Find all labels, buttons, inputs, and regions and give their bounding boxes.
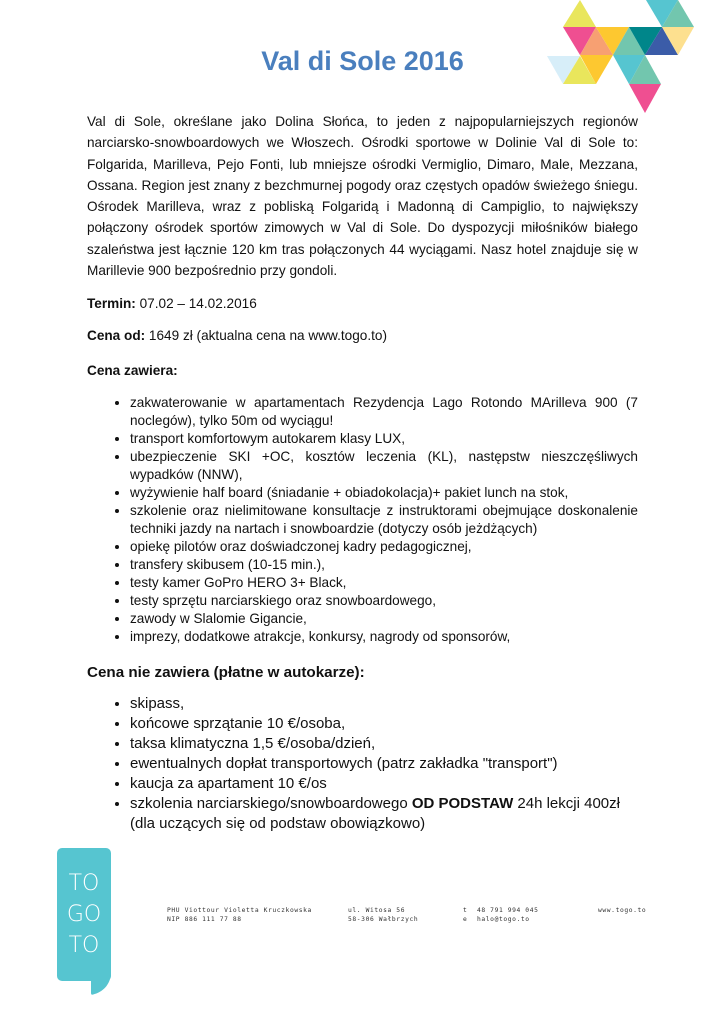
list-item: • testy sprzętu narciarskiego oraz snowboardowego, [130, 592, 638, 610]
list-item: • zakwaterowanie w apartamentach Rezydencja Lago Rotondo MArilleva 900 (7 noclegów), tylko 50m od wyciągu! [130, 394, 638, 430]
term-value: 07.02 – 14.02.2016 [135, 296, 257, 312]
list-item: • szkolenie oraz nielimitowane konsultacje z instruktorami obejmujące doskonalenie techniki jazdy na nartach i snowboardzie (dotyczy osób jeżdżących) [130, 502, 638, 538]
intro-paragraph: Val di Sole, określane jako Dolina Słońca, to jeden z najpopularniejszych regionów narciarsko-snowboardowych we Włoszech. Ośrodki sportowe w Dolinie Val di Sole to: Folgarida, Marilleva, Pejo Fonti, lub mniejsze ośrodki Vermiglio, Dimaro, Male, Mezzana, Ossana. Region jest znany z bezchmurnej pogody oraz częstych opadów świeżego śniegu. Ośrodek Marilleva, wraz z pobliską Folgaridą i Madonną di Campiglio, to największy połączony ośrodek sportów zimowych w Val di Sole. Do dyspozycji miłośników białego szaleństwa jest łącznie 120 km tras połączonych 44 wyciągami. Nasz hotel znajduje się w Marillevie 900 bezpośrednio przy gondoli. [87, 114, 638, 279]
includes-heading: Cena zawiera: [87, 363, 178, 379]
list-item: • końcowe sprzątanie 10 €/osoba, [130, 714, 638, 734]
excludes-list [87, 694, 638, 834]
includes-list [87, 394, 638, 646]
footer-address [348, 906, 418, 924]
footer-website [598, 906, 646, 915]
togo-logo-tail [91, 975, 111, 995]
list-item: • testy kamer GoPro HERO 3+ Black, [130, 574, 638, 592]
excludes-heading: Cena nie zawiera (płatne w autokarze): [87, 664, 365, 682]
list-item: • opiekę pilotów oraz doświadczonej kadry pedagogicznej, [130, 538, 638, 556]
website-link[interactable]: www.togo.to [598, 907, 647, 914]
city: 58-306 Wałbrzych [348, 916, 419, 923]
phone-label: t [463, 907, 468, 914]
list-item: • zawody w Slalomie Gigancie, [130, 610, 638, 628]
list-item: • skipass, [130, 694, 638, 714]
list-item: • ewentualnych dopłat transportowych (patrz zakładka "transport") [130, 754, 638, 774]
term-label: Termin: [87, 296, 136, 312]
list-item: • transport komfortowym autokarem klasy LUX, [130, 430, 638, 448]
list-item: • ubezpieczenie SKI +OC, kosztów leczenia (KL), następstw nieszczęśliwych wypadków (NNW), [130, 448, 638, 484]
logo-line: GO [66, 902, 102, 927]
item-text: 24h lekcji 400zł (dla uczących się od podstaw obowiązkowo) [130, 795, 620, 833]
price-value: 1649 zł (aktualna cena na www.togo.to) [145, 328, 387, 344]
list-item: • kaucja za apartament 10 €/os [130, 774, 638, 794]
logo-line: TO [68, 933, 100, 958]
triangle [629, 84, 661, 113]
company-nip: NIP 886 111 77 88 [167, 916, 242, 923]
list-item: • imprezy, dodatkowe atrakcje, konkursy, nagrody od sponsorów, [130, 628, 638, 646]
price-label: Cena od: [87, 328, 146, 344]
item-text: szkolenia narciarskiego/snowboardowego [130, 795, 412, 813]
list-item: • transfery skibusem (10-15 min.), [130, 556, 638, 574]
triangle [563, 0, 596, 27]
logo-line: TO [68, 871, 100, 896]
list-item [130, 794, 638, 834]
price-line [87, 325, 638, 346]
company-name: PHU Viottour Violetta Kruczkowska [167, 907, 312, 914]
list-item: • taksa klimatyczna 1,5 €/osoba/dzień, [130, 734, 638, 754]
footer-company [167, 906, 312, 924]
term-line [87, 293, 638, 314]
list-item: • wyżywienie half board (śniadanie + obiadokolacja)+ pakiet lunch na stok, [130, 484, 638, 502]
footer-contact [477, 906, 538, 924]
togo-logo-text [57, 868, 111, 961]
street: ul. Witosa 56 [348, 907, 406, 914]
email-link[interactable]: halo@togo.to [477, 916, 530, 923]
phone: 48 791 994 045 [477, 907, 539, 914]
email-label: e [463, 916, 468, 923]
page-title: Val di Sole 2016 [261, 46, 464, 76]
item-bold-text: OD PODSTAW [411, 795, 514, 813]
document-body [87, 111, 638, 834]
footer-contact-labels [463, 906, 467, 924]
